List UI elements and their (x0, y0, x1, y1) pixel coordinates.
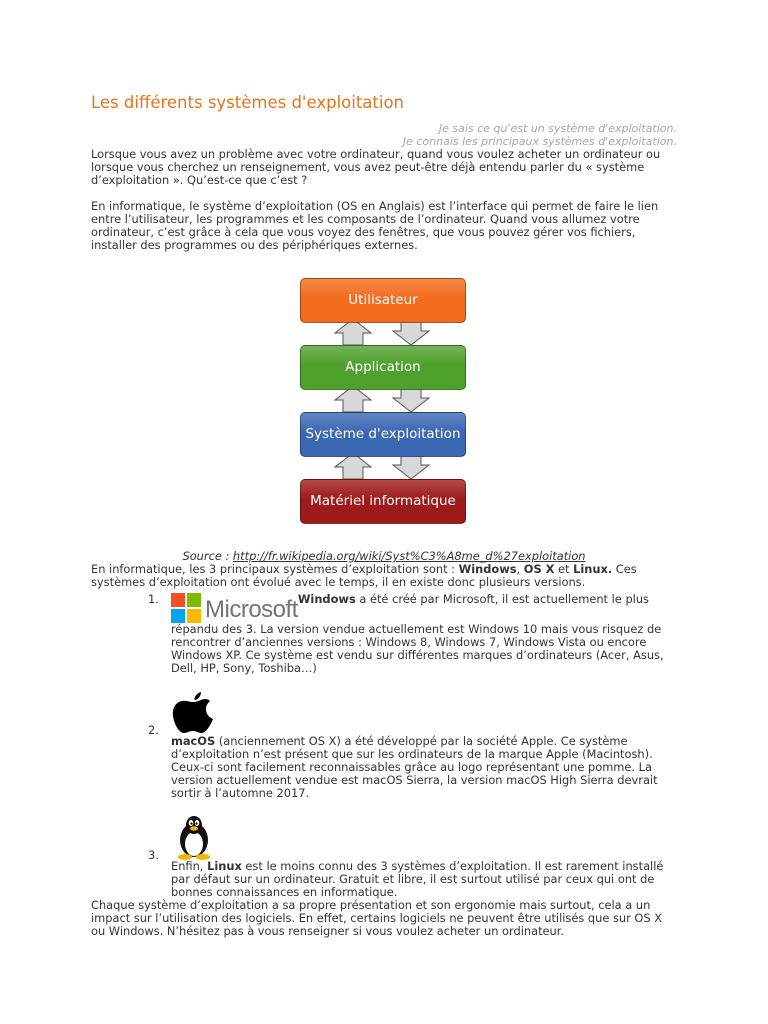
intro-paragraph: Lorsque vous avez un problème avec votre ordinateur, quand vous voulez acheter un ordinateur ou lorsque vous cherchez un renseignement, vous avez peut-être déjà entendu parler du « système d’exploitation ». Qu’est-ce que c’est ? (91, 147, 661, 187)
tux-logo-wrap (173, 814, 677, 860)
tux-penguin-icon (173, 814, 215, 860)
os-description: est le moins connu des 3 systèmes d’exploitation. Il est rarement installé par défaut sur un ordinateur. Gratuit et libre, il est surtout utilisé par ceux qui ont de bonnes connaissances en informatique. (171, 859, 664, 899)
os-intro-windows: Windows (458, 562, 517, 576)
page-title: Les différents systèmes d'exploitation (91, 93, 405, 112)
definition-paragraph: En informatique, le système d’exploitation (OS en Anglais) est l’interface qui permet de faire le lien entre l’utilisateur, les programmes et les composants de l’ordinateur. Quand vous allumez votre ordinateur, c’est grâce à cela que vous voyez des fenêtres, que vous pouvez gérer vos fichiers, installer des programmes ou des périphériques externes. (91, 199, 659, 252)
os-intro-sep2: et (554, 562, 574, 576)
layer-utilisateur: Utilisateur (300, 278, 466, 323)
closing-paragraph: Chaque système d’exploitation a sa propre présentation et son ergonomie mais surtout, cela a un impact sur l’utilisation des logiciels. En effet, certains logiciels ne peuvent être utilisés que sur OS X ou Windows. N’hésitez pas à vous renseigner si vous voulez acheter un ordinateur. (91, 898, 663, 938)
os-intro-linux: Linux. (573, 562, 613, 576)
layer-systeme-exploitation: Système d'exploitation (300, 412, 466, 457)
os-description: a été créé par Microsoft, il est actuellement le plus répandu des 3. La version vendue actuellement est Windows 10 mais vous risquez de rencontrer d’anciennes versions : Windows 8, Windows 7, Windows Vista ou encore Windows XP. Ce système est vendu sur différentes marques d’ordinateurs (Acer, Asus, Dell, HP, Sony, Toshiba…) (171, 592, 664, 675)
list-item-linux (91, 814, 677, 899)
list-number: 2. (148, 723, 159, 737)
apple-logo-wrap (171, 689, 677, 735)
objective-1: Je sais ce qu'est un système d'exploitation. (438, 122, 677, 135)
source-label: Source : (182, 549, 233, 563)
list-item-macos (91, 689, 677, 800)
os-intro-paragraph (91, 563, 677, 589)
apple-logo-icon (171, 689, 215, 735)
os-intro-osx: OS X (523, 562, 555, 576)
os-list (91, 593, 677, 899)
os-intro-text2: Ces systèmes d’exploitation ont évolué avec le temps, il en existe donc plusieurs versions. (91, 562, 637, 589)
os-description: (anciennement OS X) a été développé par la société Apple. Ce système d’exploitation n’est présent que sur les ordinateurs de la marque Apple (Macintosh). Ceux-ci sont facilement reconnaissables grâce au logo représentant une pomme. La version actuellement vendue est macOS Sierra, la version macOS High Sierra devrait sortir à l’automne 2017. (171, 734, 658, 800)
os-intro-text: En informatique, les 3 principaux systèmes d’exploitation sont : (91, 562, 459, 576)
layer-application: Application (300, 345, 466, 390)
os-name: macOS (171, 734, 216, 748)
list-number: 3. (148, 848, 159, 862)
list-item-windows (91, 593, 677, 675)
microsoft-windows-icon (171, 593, 201, 623)
os-name: Windows (297, 592, 356, 606)
learning-objectives (91, 122, 677, 148)
os-name: Linux (207, 859, 242, 873)
objective-2: Je connais les principaux systèmes d'exploitation. (402, 135, 677, 148)
document-page (91, 92, 677, 938)
layer-materiel-informatique: Matériel informatique (300, 479, 466, 524)
microsoft-logo (171, 593, 298, 623)
os-prefix: Enfin, (171, 859, 208, 873)
os-intro-sep1: , (516, 562, 524, 576)
os-layer-diagram (297, 278, 467, 528)
list-number: 1. (148, 592, 159, 606)
source-link[interactable]: http://fr.wikipedia.org/wiki/Syst%C3%A8me_d%27exploitation (232, 549, 586, 563)
microsoft-logo-text: Microsoft (205, 596, 298, 623)
